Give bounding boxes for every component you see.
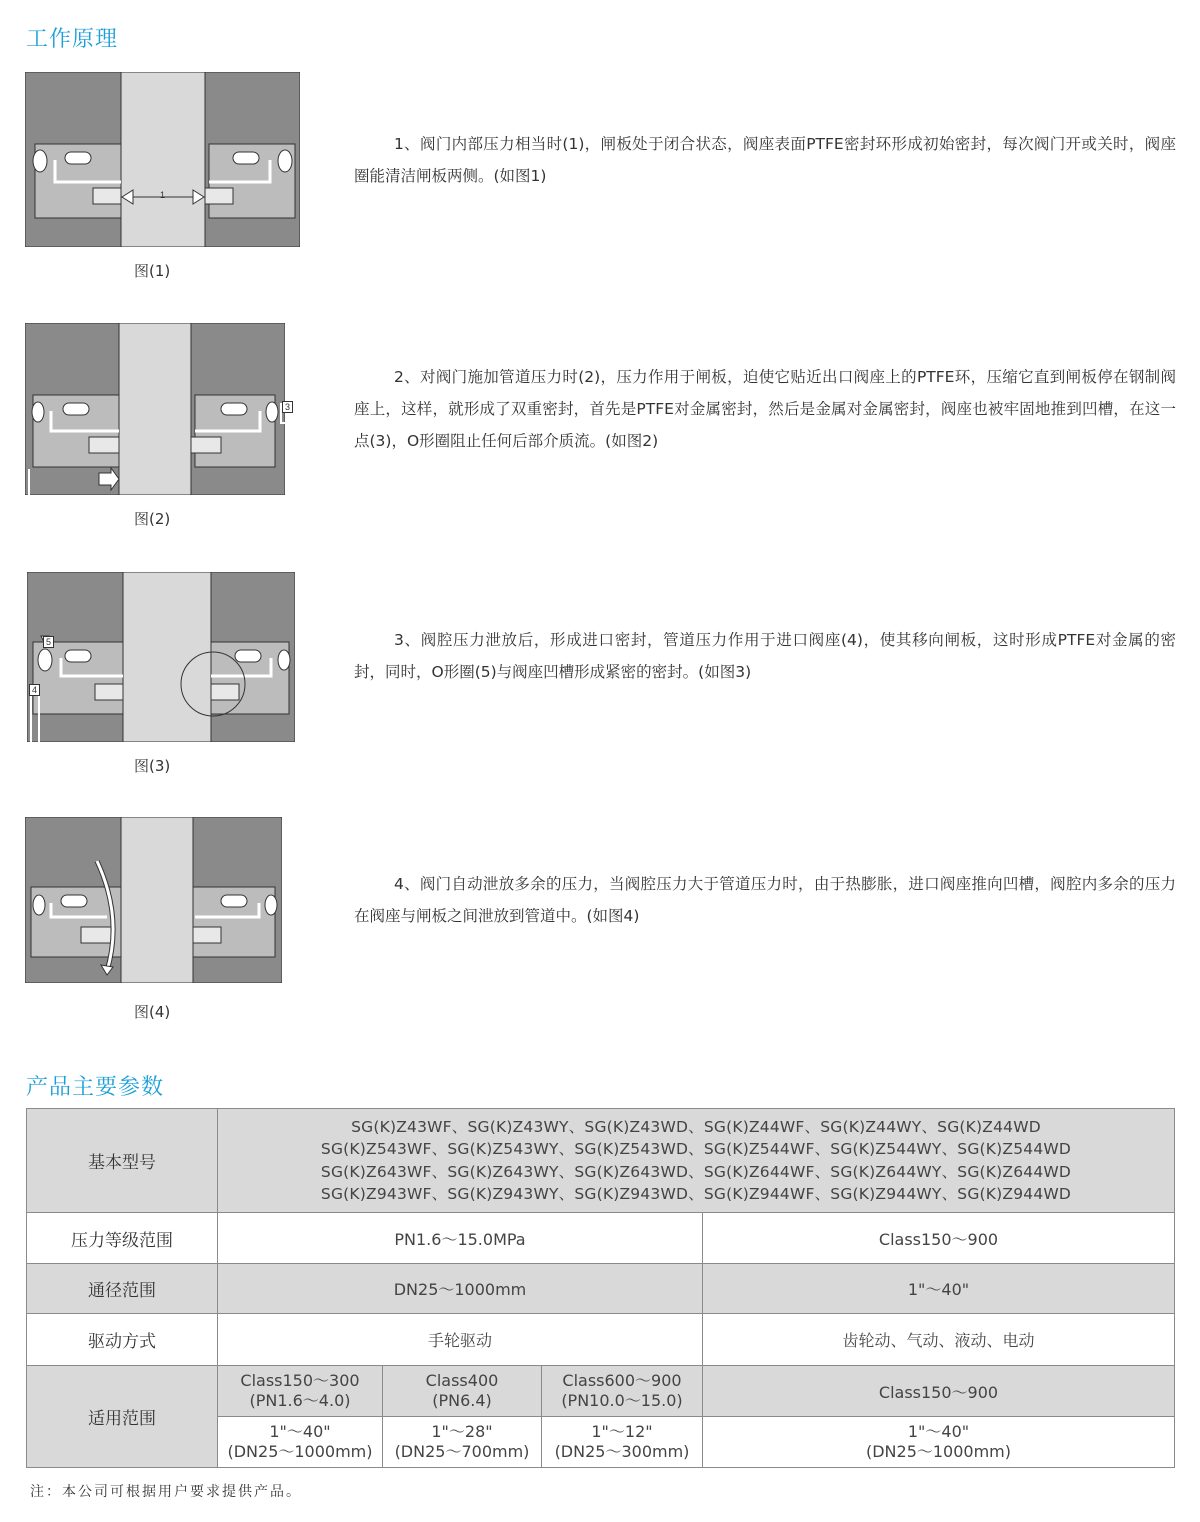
model-label: 基本型号 [27, 1109, 218, 1213]
scope-class-1 [218, 1366, 383, 1417]
diameter-left: DN25～1000mm [218, 1264, 703, 1314]
models-line-3: SG(K)Z643WF、SG(K)Z643WY、SG(K)Z643WD、SG(K)Z644WF、SG(K)Z644WY、SG(K)Z644WD [320, 1162, 1072, 1181]
pressure-label: 压力等级范围 [27, 1213, 218, 1264]
table-row-scope-class [27, 1366, 1175, 1417]
scope-class-2-line1: Class400 [425, 1371, 499, 1390]
scope-size-right-line2: (DN25～1000mm) [865, 1442, 1012, 1461]
figure-4-caption: 图(4) [134, 1003, 171, 1021]
drive-label: 驱动方式 [27, 1314, 218, 1366]
principle-text-4: 4、阀门自动泄放多余的压力，当阀腔压力大于管道压力时，由于热膨胀，进口阀座推向凹槽，阀腔内多余的压力在阀座与闸板之间泄放到管道中。(如图4) [354, 875, 1176, 925]
diameter-right: 1"～40" [703, 1264, 1175, 1314]
pressure-right: Class150～900 [703, 1213, 1175, 1264]
figure-1-label-1: 1 [160, 190, 166, 200]
scope-size-1 [218, 1417, 383, 1468]
scope-size-1-line1: 1"～40" [269, 1422, 331, 1441]
models-line-2: SG(K)Z543WF、SG(K)Z543WY、SG(K)Z543WD、SG(K)Z544WF、SG(K)Z544WY、SG(K)Z544WD [320, 1140, 1072, 1158]
figure-3-label-4: 4 [29, 684, 40, 696]
scope-class-2 [383, 1366, 542, 1417]
figure-1-diagram [25, 72, 300, 247]
scope-size-3-line1: 1"～12" [591, 1422, 653, 1441]
footnote: 注：本公司可根据用户要求提供产品。 [30, 1484, 302, 1500]
drive-right: 齿轮动、气动、液动、电动 [703, 1314, 1175, 1366]
table-row-diameter [27, 1264, 1175, 1314]
figure-3-label-5: 5 [43, 636, 54, 648]
scope-size-1-line2: (DN25～1000mm) [227, 1442, 373, 1461]
scope-size-right [703, 1417, 1175, 1468]
pressure-left: PN1.6～15.0MPa [218, 1213, 703, 1264]
scope-class-3-line1: Class600～900 [562, 1371, 682, 1390]
diameter-label: 通径范围 [27, 1264, 218, 1314]
working-principle-title: 工作原理 [26, 27, 119, 52]
principle-text-1: 1、阀门内部压力相当时(1)，闸板处于闭合状态，阀座表面PTFE密封环形成初始密封，每次阀门开或关时，阀座圈能清洁闸板两侧。(如图1) [354, 135, 1176, 185]
table-row-pressure [27, 1213, 1175, 1264]
scope-class-2-line2: (PN6.4) [432, 1391, 492, 1410]
figure-2-label-3: 3 [282, 401, 293, 413]
models-cell [218, 1109, 1175, 1213]
scope-size-3-line2: (DN25～300mm) [554, 1442, 690, 1461]
scope-class-1-line1: Class150～300 [240, 1371, 360, 1390]
scope-class-3 [542, 1366, 703, 1417]
scope-size-2-line2: (DN25～700mm) [394, 1442, 530, 1461]
scope-size-3 [542, 1417, 703, 1468]
figure-4-diagram [25, 817, 282, 983]
figure-3-diagram [27, 572, 295, 742]
scope-class-3-line2: (PN10.0～15.0) [561, 1391, 683, 1410]
drive-left: 手轮驱动 [218, 1314, 703, 1366]
scope-class-1-line2: (PN1.6～4.0) [249, 1391, 351, 1410]
figure-2-caption: 图(2) [134, 510, 171, 528]
table-row-models [27, 1109, 1175, 1213]
models-line-1: SG(K)Z43WF、SG(K)Z43WY、SG(K)Z43WD、SG(K)Z44WF、SG(K)Z44WY、SG(K)Z44WD [351, 1117, 1041, 1136]
scope-size-2-line1: 1"～28" [431, 1422, 493, 1441]
parameters-table [26, 1108, 1175, 1468]
figure-1-caption: 图(1) [134, 262, 171, 280]
figure-2-diagram [25, 323, 291, 495]
scope-label: 适用范围 [27, 1366, 218, 1468]
figure-3-caption: 图(3) [134, 757, 171, 775]
models-line-4: SG(K)Z943WF、SG(K)Z943WY、SG(K)Z943WD、SG(K)Z944WF、SG(K)Z944WY、SG(K)Z944WD [320, 1185, 1072, 1203]
principle-text-2: 2、对阀门施加管道压力时(2)，压力作用于闸板，迫使它贴近出口阀座上的PTFE环，压缩它直到闸板停在钢制阀座上，这样，就形成了双重密封，首先是PTFE对金属密封，然后是金属对金属密封，阀座也被牢固地推到凹槽，在这一点(3)，O形圈阻止任何后部介质流。(如图2) [354, 368, 1176, 450]
scope-size-2 [383, 1417, 542, 1468]
principle-text-3: 3、阀腔压力泄放后，形成进口密封，管道压力作用于进口阀座(4)，使其移向闸板，这时形成PTFE对金属的密封，同时，O形圈(5)与阀座凹槽形成紧密的密封。(如图3) [354, 631, 1176, 681]
parameters-title: 产品主要参数 [26, 1075, 165, 1100]
scope-size-right-line1: 1"～40" [907, 1422, 970, 1441]
scope-class-right: Class150～900 [703, 1366, 1175, 1417]
table-row-drive [27, 1314, 1175, 1366]
